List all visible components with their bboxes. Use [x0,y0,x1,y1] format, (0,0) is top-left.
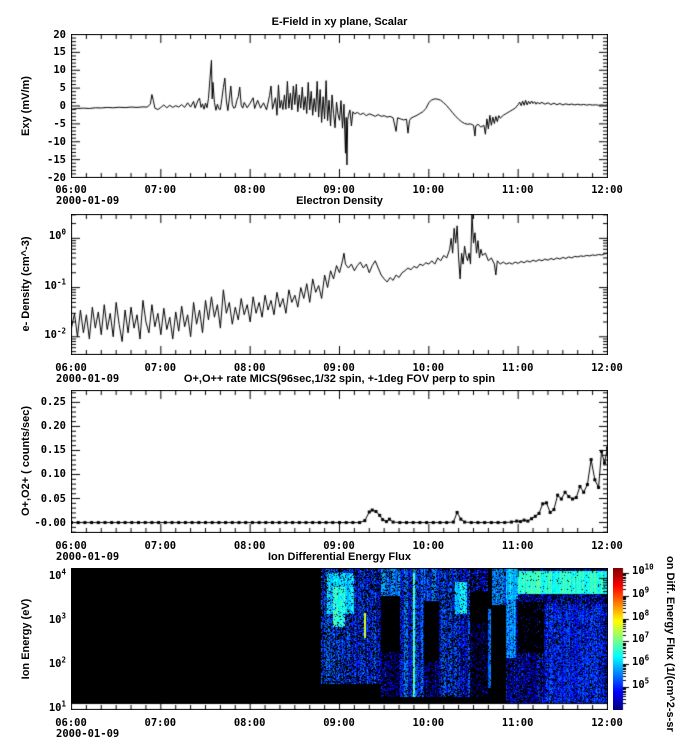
x-tick-label: 06:00 [55,540,87,552]
panel2-date: 2000-01-09 [56,373,120,385]
panel2-title: Electron Density [296,195,383,207]
x-tick-label: 12:00 [591,362,623,374]
x-tick-label: 07:00 [144,717,177,729]
colorbar-tick-label: $10^8$ [632,608,650,623]
x-tick-label: 09:00 [323,717,355,729]
y-tick-label: 0.20 [40,420,66,433]
panel4-date: 2000-01-09 [56,728,120,740]
x-tick-label: 10:00 [412,717,445,729]
panel4-ylabel: Ion Energy (eV) [20,598,32,680]
x-tick-label: 10:00 [412,540,445,552]
y-tick-label: -20 [47,171,66,184]
y-tick-label: $10^{-1}$ [44,277,66,292]
colorbar-tick-label: $10^9$ [632,585,650,600]
y-tick-label: -10 [47,135,66,148]
efield-plot-canvas [71,34,608,178]
density-plot-canvas [71,214,608,355]
y-tick-label: $10^2$ [48,655,66,670]
x-tick-label: 11:00 [501,540,534,552]
y-tick-label: $10^3$ [48,611,66,627]
colorbar-tick-label: $10^{10}$ [632,562,654,578]
y-tick-label: 20 [53,28,66,41]
x-tick-label: 08:00 [233,717,266,729]
x-tick-label: 08:00 [233,362,266,374]
y-tick-label: 15 [53,46,66,59]
x-tick-label: 09:00 [323,184,355,196]
y-tick-label: $10^0$ [48,227,66,243]
y-tick-label: 0 [59,100,66,112]
colorbar-label: on Diff. Energy Flux (1/(cm^2-s-sr [664,556,676,732]
panel1-date: 2000-01-09 [56,195,120,207]
y-tick-label: $10^4$ [48,567,66,583]
y-tick-label: 0.10 [40,468,66,481]
x-tick-label: 11:00 [501,184,534,196]
y-tick-label: 10 [53,64,66,77]
y-tick-label: -0.00 [34,516,66,529]
y-tick-label: 0.25 [40,396,66,409]
panel1-title: E-Field in xy plane, Scalar [271,16,408,28]
x-tick-label: 08:00 [233,184,266,196]
y-tick-label: $10^{-2}$ [44,326,66,341]
panel2-ylabel: e- Density (cm^-3) [20,236,32,332]
panel3-ylabel: O+,O2+ ( counts/sec) [20,405,32,517]
x-tick-label: 10:00 [412,184,445,196]
colorbar-tick-label: $10^7$ [632,630,650,646]
y-tick-label: -15 [47,153,66,166]
x-tick-label: 09:00 [323,362,355,374]
x-tick-label: 07:00 [144,540,177,552]
x-tick-label: 12:00 [591,717,623,729]
y-tick-label: $10^1$ [48,699,66,714]
panel3-title: O+,O++ rate MICS(96sec,1/32 spin, +-1deg FOV perp to spin [183,373,496,385]
x-tick-label: 06:00 [55,184,87,196]
y-tick-label: -5 [53,117,66,130]
panel3-date: 2000-01-09 [56,551,120,563]
x-tick-label: 12:00 [591,540,623,552]
x-tick-label: 06:00 [55,717,87,729]
y-tick-label: 5 [59,82,66,95]
x-tick-label: 09:00 [323,540,355,552]
x-tick-label: 07:00 [144,184,177,196]
spectrogram-canvas [71,568,608,710]
x-tick-label: 11:00 [501,362,534,374]
y-tick-label: 0.05 [40,492,66,505]
x-tick-label: 11:00 [501,717,534,729]
rate-plot-canvas [71,390,608,533]
x-tick-label: 06:00 [55,362,87,374]
x-tick-label: 10:00 [412,362,445,374]
panel4-title: Ion Differential Energy Flux [267,551,412,563]
x-tick-label: 07:00 [144,362,177,374]
panel1-ylabel: Exy (mV/m) [20,76,32,136]
colorbar-tick-label: $10^6$ [632,653,650,669]
x-tick-label: 08:00 [233,540,266,552]
colorbar-tick-label: $10^5$ [632,676,650,692]
x-tick-label: 12:00 [591,184,623,196]
colorbar-canvas [613,568,631,710]
y-tick-label: 0.15 [40,444,66,457]
